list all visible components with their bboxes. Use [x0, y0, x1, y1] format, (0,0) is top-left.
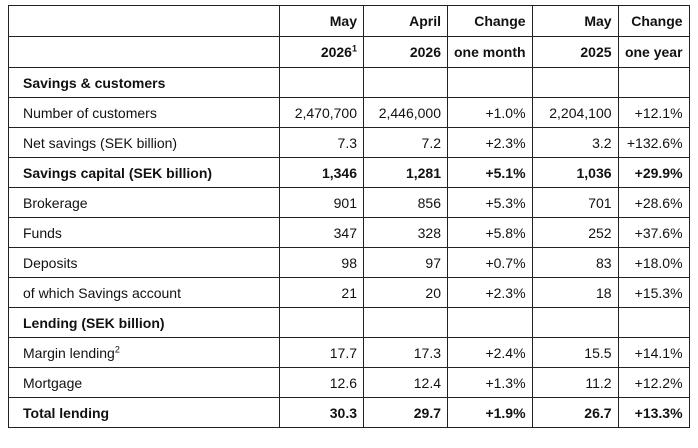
- value-cell: +12.2%: [618, 368, 689, 398]
- table-row: [9, 248, 690, 278]
- header-empty-cell: [9, 6, 280, 37]
- value-cell: 15.5: [532, 338, 618, 368]
- table-row-total: [9, 158, 690, 188]
- header-year-2026: 2026$^1$: [280, 37, 364, 68]
- value-cell: 901: [280, 188, 364, 218]
- value-cell: +2.3%: [448, 128, 533, 158]
- row-label: Brokerage: [9, 188, 280, 218]
- header-year-2026-april: 2026: [364, 37, 448, 68]
- value-cell: 3.2: [532, 128, 618, 158]
- value-cell: +15.3%: [618, 278, 689, 308]
- value-cell: +12.1%: [618, 98, 689, 128]
- value-cell: 856: [364, 188, 448, 218]
- value-cell: 1,036: [532, 158, 618, 188]
- row-label: Mortgage: [9, 368, 280, 398]
- header-one-month: one month: [448, 37, 533, 68]
- empty-cell: [280, 68, 364, 98]
- row-label: Net savings (SEK billion): [9, 128, 280, 158]
- row-label: Number of customers: [9, 98, 280, 128]
- empty-cell: [364, 308, 448, 338]
- value-cell: +5.8%: [448, 218, 533, 248]
- value-cell: +29.9%: [618, 158, 689, 188]
- table-row: [9, 128, 690, 158]
- value-cell: 26.7: [532, 398, 618, 428]
- value-cell: 29.7: [364, 398, 448, 428]
- value-cell: 12.4: [364, 368, 448, 398]
- header-change-month: Change: [448, 6, 533, 37]
- customer-statistics-table: [8, 5, 690, 428]
- value-cell: 252: [532, 218, 618, 248]
- value-cell: 83: [532, 248, 618, 278]
- section-title: Lending (SEK billion): [9, 308, 280, 338]
- row-label: Savings capital (SEK billion): [9, 158, 280, 188]
- value-cell: 347: [280, 218, 364, 248]
- value-cell: +14.1%: [618, 338, 689, 368]
- value-cell: +2.3%: [448, 278, 533, 308]
- header-april-2026: April: [364, 6, 448, 37]
- value-cell: +132.6%: [618, 128, 689, 158]
- empty-cell: [532, 308, 618, 338]
- value-cell: +13.3%: [618, 398, 689, 428]
- value-cell: 18: [532, 278, 618, 308]
- header-change-year: Change: [618, 6, 689, 37]
- header-one-year: one year: [618, 37, 689, 68]
- empty-cell: [448, 68, 533, 98]
- value-cell: 21: [280, 278, 364, 308]
- value-cell: +37.6%: [618, 218, 689, 248]
- value-cell: 97: [364, 248, 448, 278]
- footnote-marker: 1: [351, 43, 357, 54]
- row-label: Deposits: [9, 248, 280, 278]
- table-row: [9, 278, 690, 308]
- value-cell: 12.6: [280, 368, 364, 398]
- value-cell: 30.3: [280, 398, 364, 428]
- table-row: [9, 98, 690, 128]
- value-cell: +0.7%: [448, 248, 533, 278]
- header-may-2025: May: [532, 6, 618, 37]
- section-title: Savings & customers: [9, 68, 280, 98]
- header-empty-cell: [9, 37, 280, 68]
- value-cell: +5.3%: [448, 188, 533, 218]
- table-row: [9, 218, 690, 248]
- value-cell: 2,446,000: [364, 98, 448, 128]
- value-cell: 17.7: [280, 338, 364, 368]
- value-cell: 1,346: [280, 158, 364, 188]
- value-cell: 328: [364, 218, 448, 248]
- value-cell: 1,281: [364, 158, 448, 188]
- value-cell: 701: [532, 188, 618, 218]
- empty-cell: [532, 68, 618, 98]
- header-may-2026: May: [280, 6, 364, 37]
- value-cell: 98: [280, 248, 364, 278]
- empty-cell: [364, 68, 448, 98]
- value-cell: +1.9%: [448, 398, 533, 428]
- table-row: [9, 188, 690, 218]
- table-row-total: [9, 398, 690, 428]
- value-cell: +18.0%: [618, 248, 689, 278]
- row-label: of which Savings account: [9, 278, 280, 308]
- value-cell: 7.2: [364, 128, 448, 158]
- value-cell: +28.6%: [618, 188, 689, 218]
- value-cell: +2.4%: [448, 338, 533, 368]
- value-cell: 2,470,700: [280, 98, 364, 128]
- table-row: [9, 338, 690, 368]
- empty-cell: [618, 68, 689, 98]
- value-cell: +1.0%: [448, 98, 533, 128]
- value-cell: 20: [364, 278, 448, 308]
- value-cell: 17.3: [364, 338, 448, 368]
- empty-cell: [280, 308, 364, 338]
- section-row-lending: [9, 308, 690, 338]
- empty-cell: [448, 308, 533, 338]
- value-cell: +5.1%: [448, 158, 533, 188]
- value-cell: 11.2: [532, 368, 618, 398]
- empty-cell: [618, 308, 689, 338]
- row-label: Funds: [9, 218, 280, 248]
- header-year-2025: 2025: [532, 37, 618, 68]
- row-label: Margin lending$^2$: [9, 338, 280, 368]
- header-row-1: [9, 6, 690, 37]
- value-cell: 2,204,100: [532, 98, 618, 128]
- value-cell: +1.3%: [448, 368, 533, 398]
- row-label: Total lending: [9, 398, 280, 428]
- value-cell: 7.3: [280, 128, 364, 158]
- header-row-2: [9, 37, 690, 68]
- footnote-marker: 2: [114, 343, 120, 354]
- section-row-savings: [9, 68, 690, 98]
- table-row: [9, 368, 690, 398]
